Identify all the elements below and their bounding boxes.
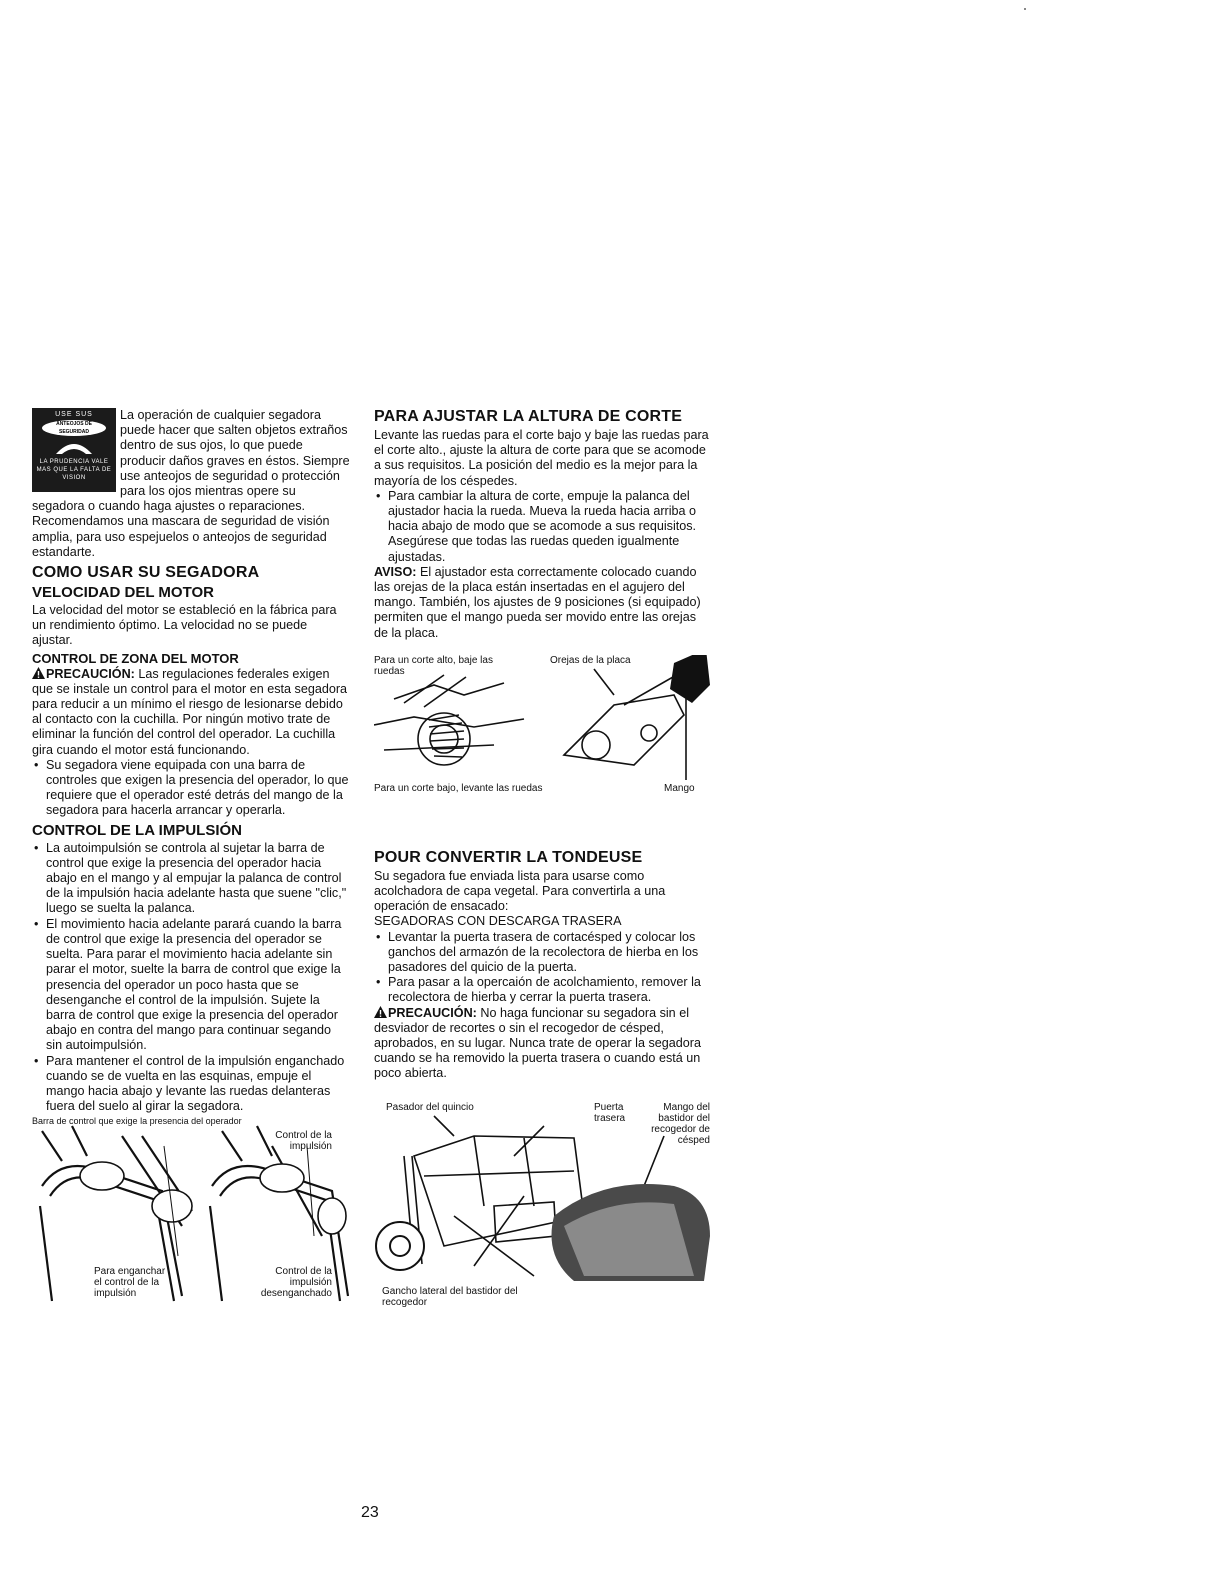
- height-bullets: [374, 489, 710, 565]
- scan-mark: [1024, 8, 1026, 10]
- convert-subheading: SEGADORAS CON DESCARGA TRASERA: [374, 914, 622, 929]
- notice-label: AVISO:: [374, 564, 417, 579]
- badge-line-2: ANTEOJOS DE SEGURIDAD: [42, 420, 106, 436]
- label-low-cut: Para un corte bajo, levante las ruedas: [374, 782, 543, 794]
- list-item: • El movimiento hacia adelante parará cuando la barra de control que exige la presencia del operador se suelta. Para parar el movimiento hacia adelante sin parar el motor, suelte la barra de control que exige la presencia del operador un poco hasta que se desenganche el control de la impulsión. Sujete la barra de control que exige la presencia del operador abajo en contra del mango para continuar segando sin autoimpulsión.: [32, 917, 350, 1054]
- engine-speed-text: La velocidad del motor se estableció en la fábrica para un rendimiento óptimo. La velocidad no se puede ajustar.: [32, 603, 337, 648]
- drive-bullets: [32, 841, 350, 1115]
- label-drive-control-top: Control de la impulsión: [275, 1130, 332, 1153]
- label-high-cut: Para un corte alto, baje las ruedas: [374, 654, 493, 677]
- caution-text: No haga funcionar su segadora sin el desviador de recortes o sin el recogedor de césped, aprobados, en su lugar. Nunca trate de operar la segadora cuando se ha removido la puerta trasera o cuando está un poco abierta.: [374, 1005, 701, 1081]
- label-hinge-pin: Pasador del quincio: [386, 1101, 474, 1113]
- caution-paragraph: [32, 667, 350, 758]
- list-item: • Para pasar a la opercaión de acolchamiento, remover la recolectora de hierba y cerrar la puerta trasera.: [374, 975, 710, 1005]
- heading-cutting-height: PARA AJUSTAR LA ALTURA DE CORTE: [374, 408, 683, 425]
- convert-caution-paragraph: [374, 1006, 710, 1082]
- label-side-hook: Gancho lateral del bastidor del recogedor: [382, 1285, 518, 1308]
- notice-text: El ajustador esta correctamente colocado cuando las orejas de la placa están insertadas en el agujero del mango. También, los ajustes de 9 posiciones (si equipado) permiten que el mango pueda ser movido entre las orejas de la placa.: [374, 564, 701, 640]
- heading-convert-mower: POUR CONVERTIR LA TONDEUSE: [374, 848, 643, 866]
- heading-drive-control: CONTROL DE LA IMPULSIÓN: [32, 821, 242, 839]
- warning-triangle-icon: [374, 1006, 387, 1018]
- drive-control-illustration: [32, 1116, 350, 1316]
- page-number: 23: [361, 1504, 379, 1521]
- label-engage-drive: Para enganchar el control de la impulsión: [94, 1266, 166, 1300]
- heading-engine-zone-control: CONTROL DE ZONA DEL MOTOR: [32, 650, 239, 666]
- list-item: • La autoimpulsión se controla al sujetar la barra de control que exige la presencia del operador hacia abajo en el mango y al empujar la palanca de control de la impulsión hacia adelante hasta que suene "clic," luego se suelta la palanca.: [32, 841, 350, 917]
- goggles-icon: [54, 438, 94, 458]
- caution-label: PRECAUCIÓN:: [388, 1005, 477, 1020]
- label-catcher-frame-handle: Mango del bastidor del recogedor de césped: [651, 1101, 710, 1146]
- caution-text: Las regulaciones federales exigen que se instale un control para el motor en esta segadora para reducir a un mínimo el riesgo de lesionarse debido al contacto con la cuchilla. Por ningún motivo trate de eliminar la función del control del operador. La cuchilla gira cuando el motor está funcionando.: [32, 666, 348, 757]
- list-item: • Su segadora viene equipada con una barra de controles que exigen la presencia del operador, lo que requiere que el operador esté detrás del mango de la segadora para hacerla arrancar y operarla.: [32, 758, 350, 819]
- left-column: [32, 408, 350, 1316]
- right-column: [374, 408, 710, 1321]
- badge-line-3: LA PRUDENCIA VALE MAS QUE LA FALTA DE VISION: [36, 459, 112, 481]
- label-operator-bar: Barra de control que exige la presencia del operador: [32, 1116, 242, 1127]
- height-adjuster-illustration: [374, 655, 710, 815]
- list-item: • Para cambiar la altura de corte, empuje la palanca del ajustador hacia la rueda. Mueva la rueda hacia arriba o hacia abajo de modo que se acomode a sus requisitos. Asegúrese que todas las ruedas queden igualmente ajustadas.: [374, 489, 710, 565]
- label-handle: Mango: [664, 782, 695, 794]
- notice-paragraph: [374, 565, 710, 641]
- heading-engine-speed: VELOCIDAD DEL MOTOR: [32, 584, 214, 602]
- label-rear-door: Puerta trasera: [594, 1101, 626, 1124]
- label-plate-ears: Orejas de la placa: [550, 654, 631, 666]
- zone-bullets: [32, 758, 350, 819]
- grass-catcher-illustration: [374, 1096, 710, 1321]
- heading-how-to-use: COMO USAR SU SEGADORA: [32, 564, 260, 582]
- label-drive-disengaged: Control de la impulsión desenganchado: [260, 1266, 332, 1300]
- badge-line-1: USE SUS: [55, 411, 93, 418]
- list-item: • Para mantener el control de la impulsión enganchado cuando se de vuelta en las esquinas, empuje el mango hacia abajo y levante las ruedas delanteras fuera del suelo al girar la segadora.: [32, 1054, 350, 1115]
- cutting-height-text: Levante las ruedas para el corte bajo y baje las ruedas para el corte alto., ajuste la altura de corte para que se acomode a sus requisitos. La posición del medio es la mejor para la mayoría de los céspedes.: [374, 428, 709, 488]
- caution-label: PRECAUCIÓN:: [46, 666, 135, 681]
- list-item: • Levantar la puerta trasera de cortacésped y colocar los ganchos del armazón de la recolectora de hierba en los pasadores del quicio de la puerta.: [374, 930, 710, 976]
- safety-glasses-badge: [32, 408, 116, 492]
- safety-intro-text: La operación de cualquier segadora puede hacer que salten objetos extraños dentro de sus ojos, lo que puede producir daños graves en éstos. Siempre use anteojos de seguridad o protección para los ojos mientras opere su segadora o cuando haga ajustes o reparaciones. Recomendamos una mascara de seguridad de visión amplia, para uso espejuelos o anteojos de seguridad estandarte.: [32, 408, 350, 559]
- convert-bullets: [374, 930, 710, 1006]
- warning-triangle-icon: [32, 667, 45, 679]
- convert-text: Su segadora fue enviada lista para usarse como acolchadora de capa vegetal. Para convertirla a una operación de ensacado:: [374, 868, 666, 914]
